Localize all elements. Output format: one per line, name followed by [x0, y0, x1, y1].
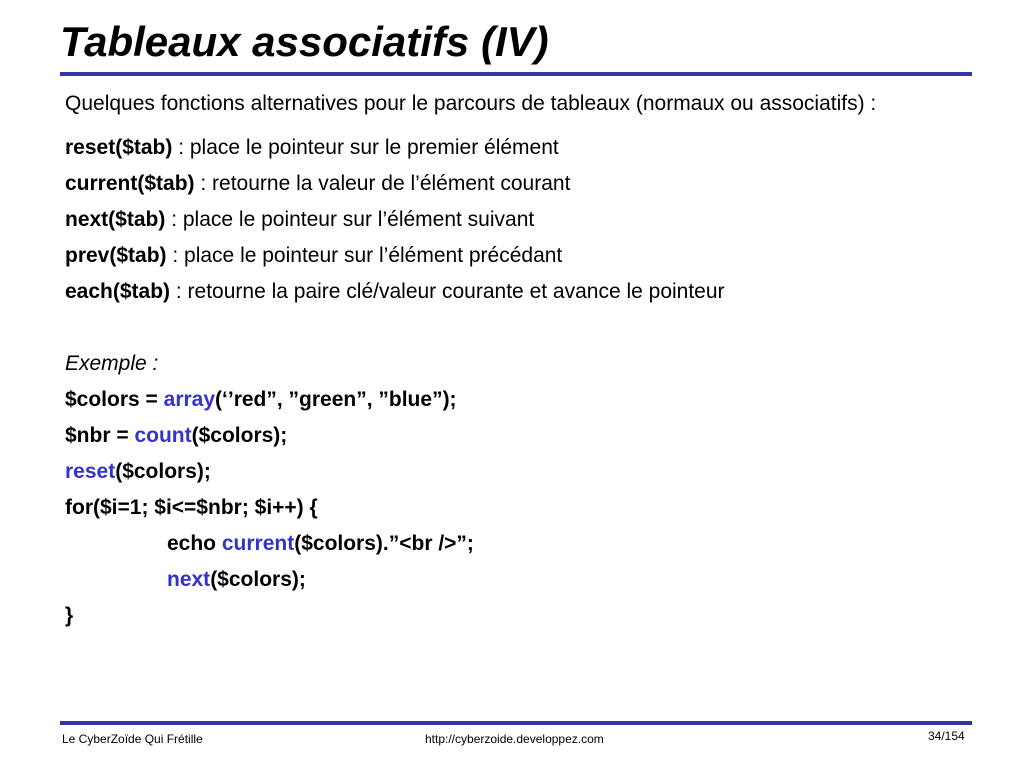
- code-keyword-count: count: [134, 424, 192, 447]
- code-text: $colors =: [65, 388, 164, 411]
- spacer: [65, 310, 965, 346]
- code-line-5: [65, 526, 965, 562]
- code-text: ($colors);: [210, 568, 306, 591]
- code-text: echo: [167, 532, 222, 555]
- function-desc: : place le pointeur sur le premier élément: [172, 136, 559, 159]
- function-name: prev($tab): [65, 244, 167, 267]
- code-text: ($colors);: [115, 460, 211, 483]
- function-desc: : retourne la valeur de l’élément courant: [194, 172, 571, 195]
- code-keyword-next: next: [167, 568, 211, 591]
- code-line-3: [65, 454, 965, 490]
- code-text: ($colors).”<br />”;: [294, 532, 474, 555]
- code-line-6: [65, 562, 965, 598]
- function-name: reset($tab): [65, 136, 173, 159]
- function-reset: [65, 130, 965, 166]
- function-current: [65, 166, 965, 202]
- slide-content: [65, 88, 965, 634]
- code-text: ($colors);: [191, 424, 288, 447]
- function-desc: : place le pointeur sur l’élément précédant: [166, 244, 563, 267]
- slide-title: Tableaux associatifs (IV): [60, 18, 549, 65]
- code-text: $nbr =: [65, 424, 135, 447]
- code-keyword-reset: reset: [65, 460, 116, 483]
- function-prev: [65, 238, 965, 274]
- code-text: (‘’red”, ”green”, ”blue”);: [215, 388, 457, 411]
- intro-text: Quelques fonctions alternatives pour le parcours de tableaux (normaux ou associatifs) :: [65, 92, 877, 115]
- code-line-4: for($i=1; $i<=$nbr; $i++) {: [65, 496, 318, 519]
- function-each: [65, 274, 965, 310]
- function-name: next($tab): [65, 208, 166, 231]
- example-label: Exemple :: [65, 352, 159, 375]
- function-desc: : retourne la paire clé/valeur courante et avance le pointeur: [170, 280, 725, 303]
- page-number: 34/154: [928, 729, 965, 743]
- code-line-7: }: [65, 604, 74, 627]
- function-name: each($tab): [65, 280, 171, 303]
- function-name: current($tab): [65, 172, 195, 195]
- footer-url: http://cyberzoide.developpez.com: [425, 732, 604, 746]
- footer-divider: [60, 721, 972, 725]
- code-line-2: [65, 418, 965, 454]
- title-divider: [60, 72, 972, 76]
- function-desc: : place le pointeur sur l’élément suivant: [165, 208, 535, 231]
- function-next: [65, 202, 965, 238]
- footer-author: Le CyberZoïde Qui Frétille: [62, 732, 203, 746]
- code-line-1: [65, 382, 965, 418]
- code-keyword-array: array: [163, 388, 216, 411]
- code-keyword-current: current: [221, 532, 295, 555]
